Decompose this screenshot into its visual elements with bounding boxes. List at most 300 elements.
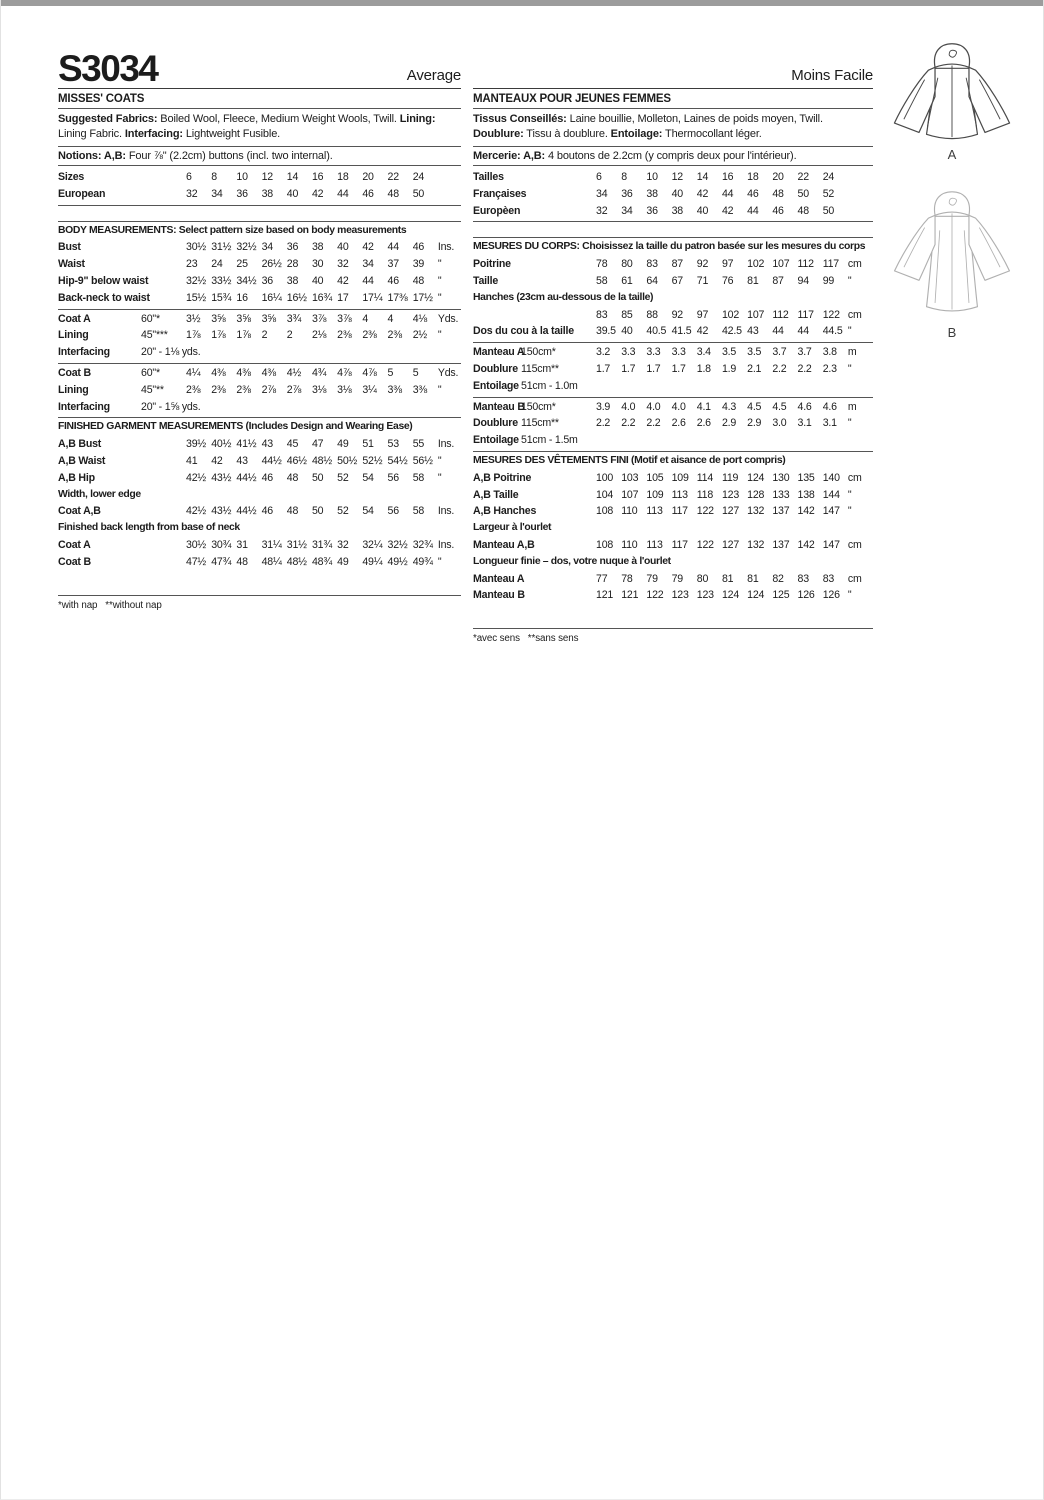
value-cell: 117 [671,538,688,551]
value-cell: 46 [772,204,784,217]
value-cell: 4.0 [646,400,661,413]
doublure-label: Doublure: [473,128,524,140]
table-row [58,365,461,382]
fabric-width-spec: 115cm** [521,362,559,375]
value-cell: 147 [822,505,840,518]
row-span-text: 51cm - 1.5m [521,434,578,447]
unit-cell: " [437,471,442,484]
row-label: Poitrine [473,258,511,271]
value-cell: 52 [822,187,835,200]
fabric-width-spec: 60"* [141,312,160,325]
notions-label: Notions: A,B: [58,150,126,162]
value-cell: 3⅞ [337,312,352,325]
value-cell: 4.0 [671,400,686,413]
value-cell: 2.2 [772,362,787,375]
table-row [58,239,461,256]
value-cell: 4 [387,312,394,325]
unit-cell: cm [847,471,862,484]
doublure-value: Tissu à doublure. [523,128,611,140]
value-cell: 108 [596,505,614,518]
unit-cell: " [437,258,442,271]
value-cell: 23 [186,258,198,271]
value-cell: 71 [696,274,709,287]
value-cell: 40 [696,204,709,217]
value-cell: 42.5 [721,325,742,338]
unit-cell: Yds. [437,366,459,379]
row-label: Coat A [58,538,91,551]
value-cell: 44.5 [822,325,843,338]
value-cell: 78 [621,572,633,585]
value-cell: 2.1 [747,362,762,375]
value-cell: 3⅜ [412,383,428,396]
value-cell: 4⅜ [236,366,251,379]
value-cell: 80 [696,572,709,585]
entoilage-label: Entoilage: [610,128,663,140]
divider-rule [58,417,461,418]
value-cell: 123 [696,589,714,602]
value-cell: 34 [261,241,273,254]
divider-rule [473,237,873,238]
measurement-tables-en [58,166,461,571]
value-cell: 34 [596,187,608,200]
row-label: Coat B 60"* [58,365,186,382]
pattern-number: S3034 [58,47,158,89]
value-cell: 130 [772,471,790,484]
value-cell: 142 [797,505,815,518]
value-cell: 39½ [186,438,207,451]
value-cell: 2⅜ [362,329,377,342]
french-column [473,38,873,644]
value-cell: 31 [236,538,248,551]
garment-title-en: MISSES' COATS [58,89,461,109]
value-cell: 32 [337,258,349,271]
value-cell: 10 [236,171,248,183]
difficulty-rating-en: Average [406,67,461,84]
section-heading: MESURES DES VÊTEMENTS FINI (Motif et aisance de port compris) [473,454,786,466]
value-cell: 32½ [236,241,257,254]
value-cell: 80 [621,258,633,271]
value-cell: 3.1 [797,417,812,430]
row-span-text: 20" - 1⅛ yds. [141,346,201,359]
table-row [473,186,873,203]
row-label: Tailles [473,171,504,183]
value-cell: 108 [596,538,614,551]
unit-cell [848,186,873,203]
table-row [58,503,461,520]
value-cell: 39.5 [596,325,616,338]
value-cell: 109 [646,488,664,501]
value-cell: 42 [337,274,349,287]
table-row [58,311,461,328]
value-cell: 140 [822,471,840,484]
table-row [473,571,873,588]
value-cell: 58 [412,505,425,518]
fabrics-value: Boiled Wool, Fleece, Medium Weight Wools, Twill. [157,113,400,125]
value-cell: 48½ [311,454,332,467]
value-cell: 135 [797,471,815,484]
value-cell: 16 [236,291,248,304]
value-cell: 122 [822,308,840,321]
value-cell: 2½ [412,329,428,342]
unit-cell: " [847,417,852,430]
value-cell: 44 [747,204,759,217]
mercerie-text [473,147,873,166]
row-label: A,B Hanches [473,505,537,518]
header-row-en [58,38,461,89]
value-cell: 47¾ [211,555,232,568]
unit-cell: " [847,362,852,375]
coat-b-label: B [947,325,957,340]
value-cell: 48 [286,471,299,484]
value-cell: 31½ [286,538,307,551]
divider-rule [473,397,873,398]
unit-cell: cm [847,572,862,585]
interfacing-value: Lightweight Fusible. [182,128,281,140]
value-cell: 34 [621,204,633,217]
value-cell: 33½ [211,274,232,287]
value-cell: 127 [721,538,740,551]
garment-title-fr: MANTEAUX POUR JEUNES FEMMES [473,89,873,109]
value-cell: 17½ [412,291,433,304]
value-cell: 15½ [186,291,207,304]
value-cell: 46 [412,241,425,254]
table-row [473,273,873,290]
value-cell: 49 [337,555,349,568]
value-cell: 40 [337,241,349,254]
value-cell: 3¼ [362,383,377,396]
mercerie-label: Mercerie: A,B: [473,150,546,162]
divider-rule [58,309,461,310]
value-cell: 2⅜ [387,329,402,342]
value-cell: 1⅞ [211,329,226,342]
value-cell: 49 [337,438,349,451]
value-cell: 79 [671,572,683,585]
row-label: Manteau A [473,572,525,585]
value-cell: 85 [621,308,633,321]
value-cell: 77 [596,572,608,585]
value-cell: 38 [671,204,683,217]
value-cell: 42 [696,325,709,338]
header-row-fr [473,38,873,89]
value-cell: 4⅜ [261,366,276,379]
unit-cell: Ins. [437,241,455,254]
value-cell: 122 [646,589,664,602]
unit-cell: m [847,346,857,359]
value-cell: 40½ [211,438,232,451]
value-cell: 4½ [286,366,302,379]
value-cell: 18 [337,171,349,183]
row-label [473,307,596,324]
value-cell: 32½ [387,538,408,551]
value-cell: 44 [721,187,734,200]
fabrics-text-fr [473,109,873,147]
unit-cell: " [437,454,442,467]
table-row [473,256,873,273]
value-cell: 83 [822,572,835,585]
value-cell: 28 [286,258,299,271]
unit-cell: " [437,274,442,287]
value-cell: 118 [696,488,714,501]
unit-cell: Ins. [437,538,455,551]
value-cell: 117 [822,258,839,271]
value-cell: 46 [387,274,399,287]
value-cell: 52 [337,505,349,518]
value-cell: 50 [822,204,835,217]
value-cell: 3⅝ [211,312,226,325]
value-cell: 81 [747,572,759,585]
entoilage-value: Thermocollant léger. [662,128,762,140]
row-label: Manteau A 150cm* [473,344,596,361]
value-cell: 112 [797,258,814,271]
value-cell: 34 [211,187,223,200]
divider-rule [473,451,873,452]
value-cell: 3.7 [797,346,812,359]
value-cell: 44½ [236,505,257,518]
value-cell: 104 [596,488,614,501]
value-cell: 61 [621,274,633,287]
value-cell: 2 [286,329,293,342]
value-cell: 42½ [186,505,207,518]
value-cell: 3.7 [772,346,787,359]
value-cell: 83 [797,572,809,585]
measurement-tables-fr [473,166,873,604]
section-heading: BODY MEASUREMENTS: Select pattern size based on body measurements [58,224,407,236]
value-cell: 8 [211,171,217,183]
value-cell: 121 [621,589,639,602]
vertical-gap [473,223,873,235]
table-row [58,399,461,416]
value-cell: 124 [721,589,740,602]
value-cell: 3⅝ [236,312,251,325]
value-cell: 16½ [286,291,307,304]
value-cell: 48 [412,274,425,287]
value-cell: 132 [747,505,765,518]
value-cell: 110 [621,505,638,518]
value-cell: 6 [596,171,602,183]
value-cell: 2.6 [671,417,686,430]
unit-cell [438,169,461,186]
value-cell: 119 [721,471,739,484]
value-cell: 79 [646,572,658,585]
value-cell: 58 [412,471,425,484]
value-cell: 142 [797,538,815,551]
value-cell: 32 [337,538,349,551]
value-cell: 121 [596,589,614,602]
value-cell: 4⅞ [337,366,352,379]
value-cell: 40 [286,187,299,200]
row-label: Lining 45"*** [58,327,186,344]
value-cell: 32¼ [362,538,383,551]
value-cell: 47 [311,438,324,451]
unit-cell: " [437,329,442,342]
value-cell: 137 [772,505,790,518]
value-cell: 3.3 [671,346,686,359]
value-cell: 2⅜ [186,383,201,396]
value-cell: 1.8 [696,362,711,375]
value-cell: 64 [646,274,658,287]
value-cell: 144 [822,488,840,501]
value-cell: 40 [621,325,633,338]
value-cell: 124 [747,589,765,602]
fabric-width-spec: 150cm* [521,400,556,413]
value-cell: 24 [412,171,425,183]
divider-rule [58,221,461,222]
value-cell: 4⅞ [362,366,377,379]
value-cell: 3⅛ [311,383,327,396]
fabrics-text-en [58,109,461,147]
value-cell: 44 [387,241,399,254]
value-cell: 44½ [236,471,257,484]
value-cell: 25 [236,258,248,271]
row-label: Coat B [58,555,91,568]
value-cell: 50 [797,187,809,200]
unit-cell: cm [847,308,862,321]
interfacing-label: Interfacing: [124,128,183,140]
value-cell: 34½ [236,274,257,287]
row-label: A,B Bust [58,438,102,451]
value-cell: 2⅜ [211,383,226,396]
value-cell: 12 [261,171,273,183]
value-cell: 4.1 [696,400,711,413]
value-cell: 22 [797,171,809,183]
value-cell: 56 [387,471,399,484]
table-row [473,470,873,487]
table-row [473,537,873,554]
value-cell: 36 [261,274,273,287]
value-cell: 31¼ [261,538,282,551]
value-cell: 81 [747,274,759,287]
value-cell: 1.9 [721,362,737,375]
value-cell: 38 [286,274,299,287]
table-row [58,273,461,290]
value-cell: 123 [721,488,740,501]
table-row [473,503,873,520]
table-row [58,537,461,554]
value-cell: 54 [362,505,374,518]
value-cell: 31¾ [311,538,332,551]
value-cell: 87 [671,258,683,271]
value-cell: 3⅝ [261,312,276,325]
value-cell: 117 [671,505,688,518]
row-label: Back-neck to waist [58,291,150,304]
value-cell: 3⅞ [311,312,327,325]
value-cell: 53 [387,438,399,451]
value-cell: 4.5 [772,400,787,413]
value-cell: 30 [311,258,324,271]
table-row [58,169,461,186]
value-cell: 22 [387,171,399,183]
value-cell: 54½ [387,454,408,467]
value-cell: 39 [412,258,425,271]
value-cell: 52 [337,471,349,484]
value-cell: 3.3 [621,346,636,359]
value-cell: 56½ [412,454,433,467]
value-cell: 42½ [186,471,207,484]
value-cell: 48 [387,187,399,200]
vertical-gap [58,207,461,219]
value-cell: 20 [772,171,784,183]
value-cell: 12 [671,171,683,183]
value-cell: 15¾ [211,291,232,304]
nap-footnote: *with nap **without nap [58,595,461,611]
value-cell: 100 [596,471,614,484]
value-cell: 88 [646,308,658,321]
value-cell: 1.7 [646,362,661,375]
value-cell: 16¼ [261,291,282,304]
table-row [58,382,461,399]
coat-a-label: A [947,147,957,162]
row-label: Françaises [473,187,527,200]
value-cell: 3.5 [747,346,762,359]
value-cell: 36 [646,204,658,217]
unit-cell: " [847,505,852,518]
value-cell: 3.1 [822,417,837,430]
lining-value: Lining Fabric. [58,128,125,140]
value-cell: 45 [286,438,299,451]
value-cell: 97 [696,308,709,321]
value-cell: 36 [286,241,299,254]
value-cell: 49¼ [362,555,383,568]
row-label: Coat A 60"* [58,311,186,328]
row-label: European [58,187,106,200]
section-heading: Hanches (23cm au-dessous de la taille) [473,291,654,303]
value-cell: 4.3 [721,400,737,413]
value-cell: 36 [621,187,633,200]
value-cell: 16 [311,171,324,183]
section-heading: Width, lower edge [58,488,141,500]
unit-cell: " [847,325,852,338]
value-cell: 42 [311,187,324,200]
section-heading: Largeur à l'ourlet [473,522,552,534]
value-cell: 2.6 [696,417,711,430]
row-span-text: 51cm - 1.0m [521,379,578,392]
unit-cell: " [437,555,442,568]
value-cell: 24 [211,258,223,271]
coat-b-illustration [888,188,1016,318]
value-cell: 127 [721,505,740,518]
value-cell: 14 [696,171,709,183]
value-cell: 51 [362,438,374,451]
value-cell: 43 [261,438,273,451]
value-cell: 2⅜ [337,329,352,342]
row-label: Doublure 115cm** [473,361,596,378]
value-cell: 117 [797,308,814,321]
value-cell: 36 [236,187,248,200]
value-cell: 4.6 [822,400,837,413]
row-label: Manteau B 150cm* [473,399,596,416]
value-cell: 44 [797,325,809,338]
tissus-value: Laine bouillie, Molleton, Laines de poids moyen, Twill. [566,113,823,125]
fabric-width-spec: 45"*** [141,329,168,342]
value-cell: 4 [362,312,369,325]
row-label: A,B Waist [58,454,106,467]
value-cell: 107 [621,488,639,501]
unit-cell: " [847,589,852,602]
unit-cell: cm [847,258,862,271]
value-cell: 97 [721,258,734,271]
value-cell: 2.2 [797,362,812,375]
value-cell: 56 [387,505,399,518]
section-heading: Finished back length from base of neck [58,522,240,534]
unit-cell [438,186,461,203]
value-cell: 16¾ [311,291,332,304]
value-cell: 147 [822,538,840,551]
table-row [58,186,461,203]
value-cell: 107 [772,258,790,271]
value-cell: 46½ [286,454,307,467]
unit-cell [848,203,873,220]
value-cell: 113 [646,538,663,551]
